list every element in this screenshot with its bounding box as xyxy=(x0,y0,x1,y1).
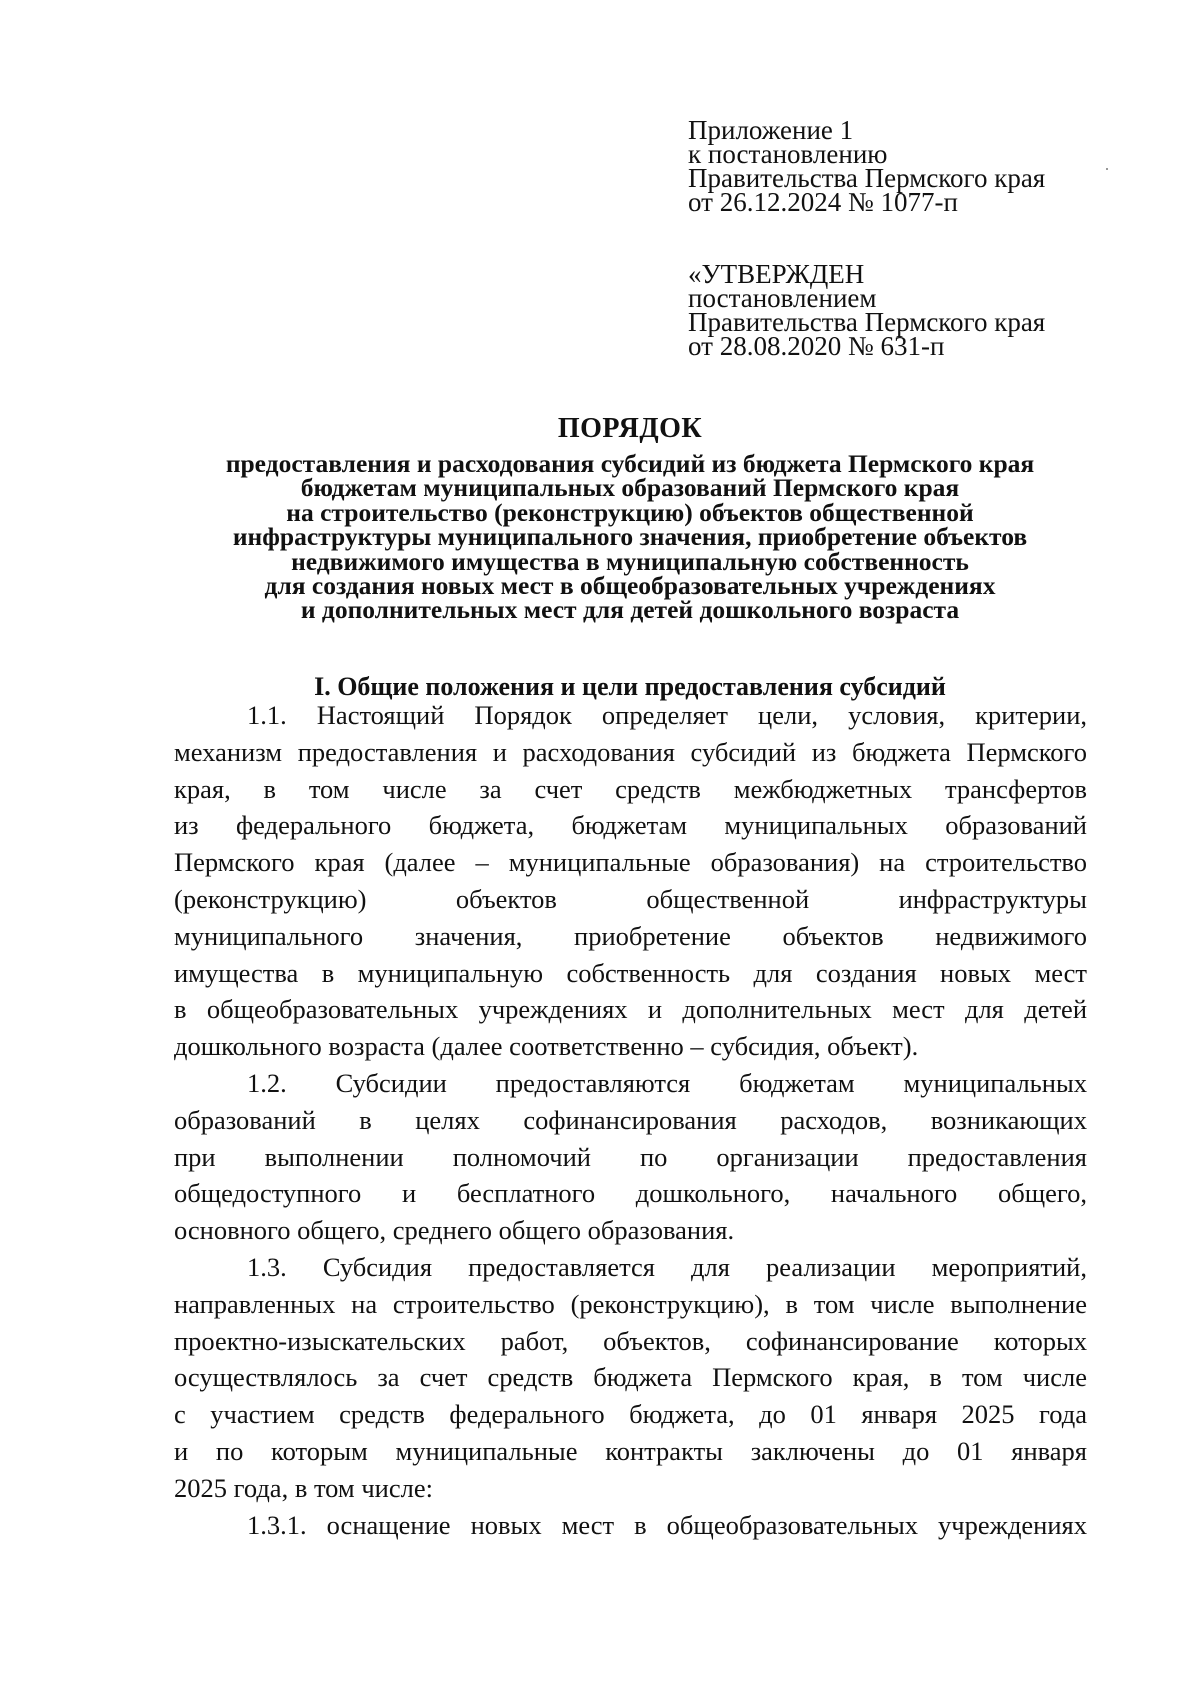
approval-block xyxy=(688,259,1158,361)
attachment-line: Приложение 1 xyxy=(688,115,854,145)
subtitle-line: и дополнительных мест для детей дошкольного возраста xyxy=(300,595,960,625)
paragraph-1-1-line: имущества в муниципальную собственность для создания новых мест xyxy=(174,957,1087,988)
subtitle-line: бюджетам муниципальных образований Пермского края xyxy=(300,473,960,503)
paragraph-1-3-line: 2025 года, в том числе: xyxy=(174,1472,433,1503)
section-heading: I. Общие положения и цели предоставления субсидий xyxy=(314,672,946,701)
attachment-line: от 26.12.2024 № 1077-п xyxy=(688,187,958,217)
paragraph-1-3-1-line: 1.3.1. оснащение новых мест в общеобразовательных учреждениях xyxy=(247,1509,1087,1540)
paragraph-1-1-line: дошкольного возраста (далее соответственно – субсидия, объект). xyxy=(174,1031,919,1062)
paragraph-1-2-line: основного общего, среднего общего образования. xyxy=(174,1215,735,1246)
paragraph-1-2-line: общедоступного и бесплатного дошкольного, начального общего, xyxy=(174,1178,1087,1209)
paragraph-1-3-line: направленных на строительство (реконструкцию), в том числе выполнение xyxy=(174,1288,1087,1319)
paragraph-1-2-line: образований в целях софинансирования расходов, возникающих xyxy=(174,1104,1087,1135)
document-body xyxy=(174,697,1087,1543)
attachment-block xyxy=(688,115,1158,217)
paragraph-1-3-line: 1.3. Субсидия предоставляется для реализации мероприятий, xyxy=(247,1251,1087,1282)
attachment-line: к постановлению xyxy=(688,139,888,169)
approval-line: постановлением xyxy=(688,283,877,313)
paragraph-1-1-line: механизм предоставления и расходования субсидий из бюджета Пермского xyxy=(174,736,1087,767)
attachment-line: Правительства Пермского края xyxy=(688,163,1046,193)
paragraph-1-1-line: Пермского края (далее – муниципальные образования) на строительство xyxy=(174,847,1087,878)
subtitle-line: на строительство (реконструкцию) объектов общественной xyxy=(286,497,974,527)
approval-line: Правительства Пермского края xyxy=(688,307,1046,337)
paragraph-1-1-line: 1.1. Настоящий Порядок определяет цели, условия, критерии, xyxy=(247,700,1087,730)
paragraph-1-2-line: 1.2. Субсидии предоставляются бюджетам муниципальных xyxy=(247,1067,1087,1098)
approval-line: «УТВЕРЖДЕН xyxy=(688,259,865,289)
paragraph-1-3-line: и по которым муниципальные контракты заключены до 01 января xyxy=(174,1435,1087,1466)
paragraph-1-3-line: с участием средств федерального бюджета, до 01 января 2025 года xyxy=(174,1399,1087,1430)
document-title: ПОРЯДОК xyxy=(557,413,703,444)
paragraph-1-2-line: при выполнении полномочий по организации предоставления xyxy=(174,1141,1087,1172)
scan-speck xyxy=(1106,168,1108,170)
subtitle-line: для создания новых мест в общеобразовательных учреждениях xyxy=(264,571,996,601)
paragraph-1-1-line: из федерального бюджета, бюджетам муниципальных образований xyxy=(174,810,1087,841)
paragraph-1-1-line: муниципального значения, приобретение объектов недвижимого xyxy=(174,920,1087,951)
subtitle-line: инфраструктуры муниципального значения, приобретение объектов xyxy=(232,522,1028,552)
document-subtitle xyxy=(160,449,1100,625)
paragraph-1-1-line: края, в том числе за счет средств межбюджетных трансфертов xyxy=(174,773,1087,804)
paragraph-1-3-line: осуществлялось за счет средств бюджета Пермского края, в том числе xyxy=(174,1362,1087,1393)
approval-line: от 28.08.2020 № 631-п xyxy=(688,331,945,361)
subtitle-line: недвижимого имущества в муниципальную собственность xyxy=(291,546,969,576)
paragraph-1-1-line: в общеобразовательных учреждениях и дополнительных мест для детей xyxy=(174,994,1087,1025)
subtitle-line: предоставления и расходования субсидий из бюджета Пермского края xyxy=(225,449,1035,478)
paragraph-1-1-line: (реконструкцию) объектов общественной инфраструктуры xyxy=(174,883,1087,914)
paragraph-1-3-line: проектно-изыскательских работ, объектов, софинансирование которых xyxy=(174,1325,1087,1356)
